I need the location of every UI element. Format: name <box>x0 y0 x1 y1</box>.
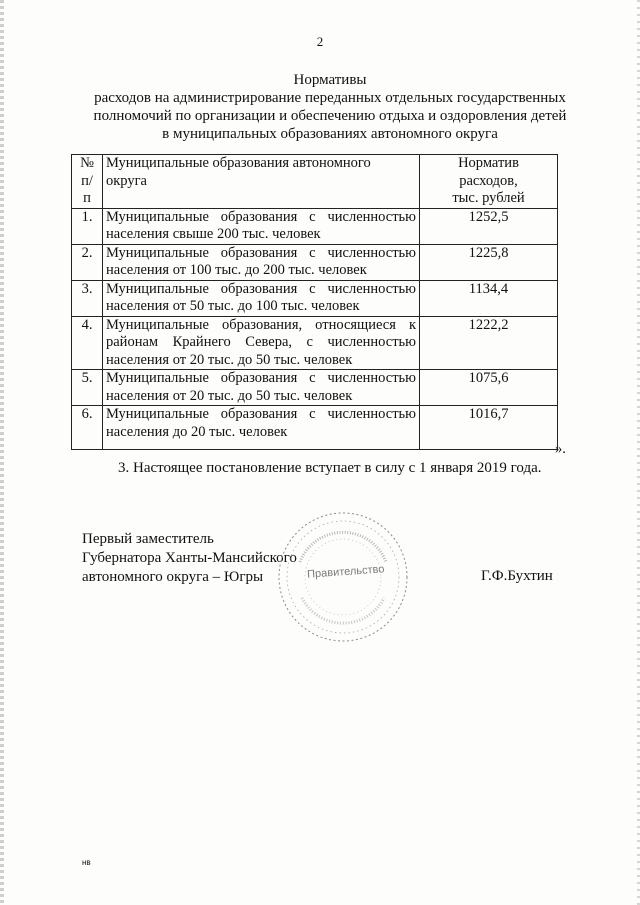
row-municipality-line: Муниципальные образования с численностью <box>106 280 416 297</box>
title-line: расходов на администрирование переданных отдельных государственных <box>94 90 566 106</box>
row-number: 4. <box>72 316 103 370</box>
table-row <box>72 406 558 450</box>
seal-ring-lettering <box>300 532 386 562</box>
row-municipality-line: населения от 100 тыс. до 200 тыс. человек <box>106 262 367 278</box>
row-number: 5. <box>72 370 103 406</box>
header-norm <box>420 155 558 209</box>
title-line: Нормативы <box>293 72 367 88</box>
header-number-line: № <box>80 155 94 171</box>
row-municipality <box>103 406 420 450</box>
header-norm-line: Норматив <box>458 155 519 171</box>
row-norm-value: 1252,5 <box>420 208 558 244</box>
signatory-position-line: Губернатора Ханты-Мансийского <box>82 550 297 566</box>
row-municipality <box>103 244 420 280</box>
table-row <box>72 244 558 280</box>
row-norm-value: 1225,8 <box>420 244 558 280</box>
header-municipality <box>103 155 420 209</box>
table-row <box>72 280 558 316</box>
row-spacer <box>106 441 416 449</box>
table-row <box>72 370 558 406</box>
title-line: в муниципальных образованиях автономного округа <box>162 126 498 142</box>
table-row <box>72 316 558 370</box>
page-number: 2 <box>316 34 324 49</box>
signatory-position-line: Первый заместитель <box>82 531 214 547</box>
signatory-position <box>82 530 297 587</box>
row-municipality-line: Муниципальные образования с численностью <box>106 244 416 261</box>
footer-mark: нв <box>82 858 91 867</box>
header-municipality-line: Муниципальные образования автономного <box>106 155 371 171</box>
row-norm-value: 1222,2 <box>420 316 558 370</box>
row-number: 2. <box>72 244 103 280</box>
table-row <box>72 208 558 244</box>
row-municipality-line: Муниципальные образования, относящиеся к <box>106 316 416 333</box>
row-number: 3. <box>72 280 103 316</box>
table-header-row <box>72 155 558 209</box>
row-municipality-line: Муниципальные образования с численностью <box>106 406 416 422</box>
row-municipality-line: населения от 20 тыс. до 50 тыс. человек <box>106 351 353 368</box>
row-number: 6. <box>72 406 103 450</box>
header-number-line: п/ <box>81 172 93 189</box>
row-municipality <box>103 280 420 316</box>
row-municipality <box>103 208 420 244</box>
official-seal <box>268 502 418 652</box>
row-municipality <box>103 370 420 406</box>
row-municipality-line: населения от 50 тыс. до 100 тыс. человек <box>106 298 360 314</box>
header-number-line: п <box>83 190 91 206</box>
row-municipality-line: населения до 20 тыс. человек <box>106 423 288 440</box>
row-municipality-line: Муниципальные образования с численностью <box>106 208 416 225</box>
row-norm-value: 1075,6 <box>420 370 558 406</box>
title-line: полномочий по организации и обеспечению отдыха и оздоровления детей <box>93 108 567 124</box>
document-title <box>70 71 590 143</box>
header-norm-line: тыс. рублей <box>452 190 525 206</box>
row-municipality-line: населения от 20 тыс. до 50 тыс. человек <box>106 387 353 404</box>
signatory-name: Г.Ф.Бухтин <box>481 568 553 584</box>
row-municipality-line: населения свыше 200 тыс. человек <box>106 226 321 242</box>
row-municipality-line: районам Крайнего Севера, с численностью <box>106 334 416 350</box>
header-number <box>72 155 103 209</box>
header-municipality-line: округа <box>106 172 147 189</box>
closing-quote: ». <box>555 441 566 457</box>
row-number: 1. <box>72 208 103 244</box>
scan-edge-left <box>0 0 4 905</box>
seal-text: Правительство <box>306 563 385 581</box>
effective-date-paragraph: 3. Настоящее постановление вступает в силу с 1 января 2019 года. <box>118 460 542 476</box>
header-norm-line: расходов, <box>459 172 518 189</box>
signatory-position-line: автономного округа – Югры <box>82 569 264 585</box>
row-norm-value: 1134,4 <box>420 280 558 316</box>
row-norm-value: 1016,7 <box>420 406 558 450</box>
row-municipality-line: Муниципальные образования с численностью <box>106 370 416 386</box>
row-municipality <box>103 316 420 370</box>
norms-table <box>71 154 558 450</box>
